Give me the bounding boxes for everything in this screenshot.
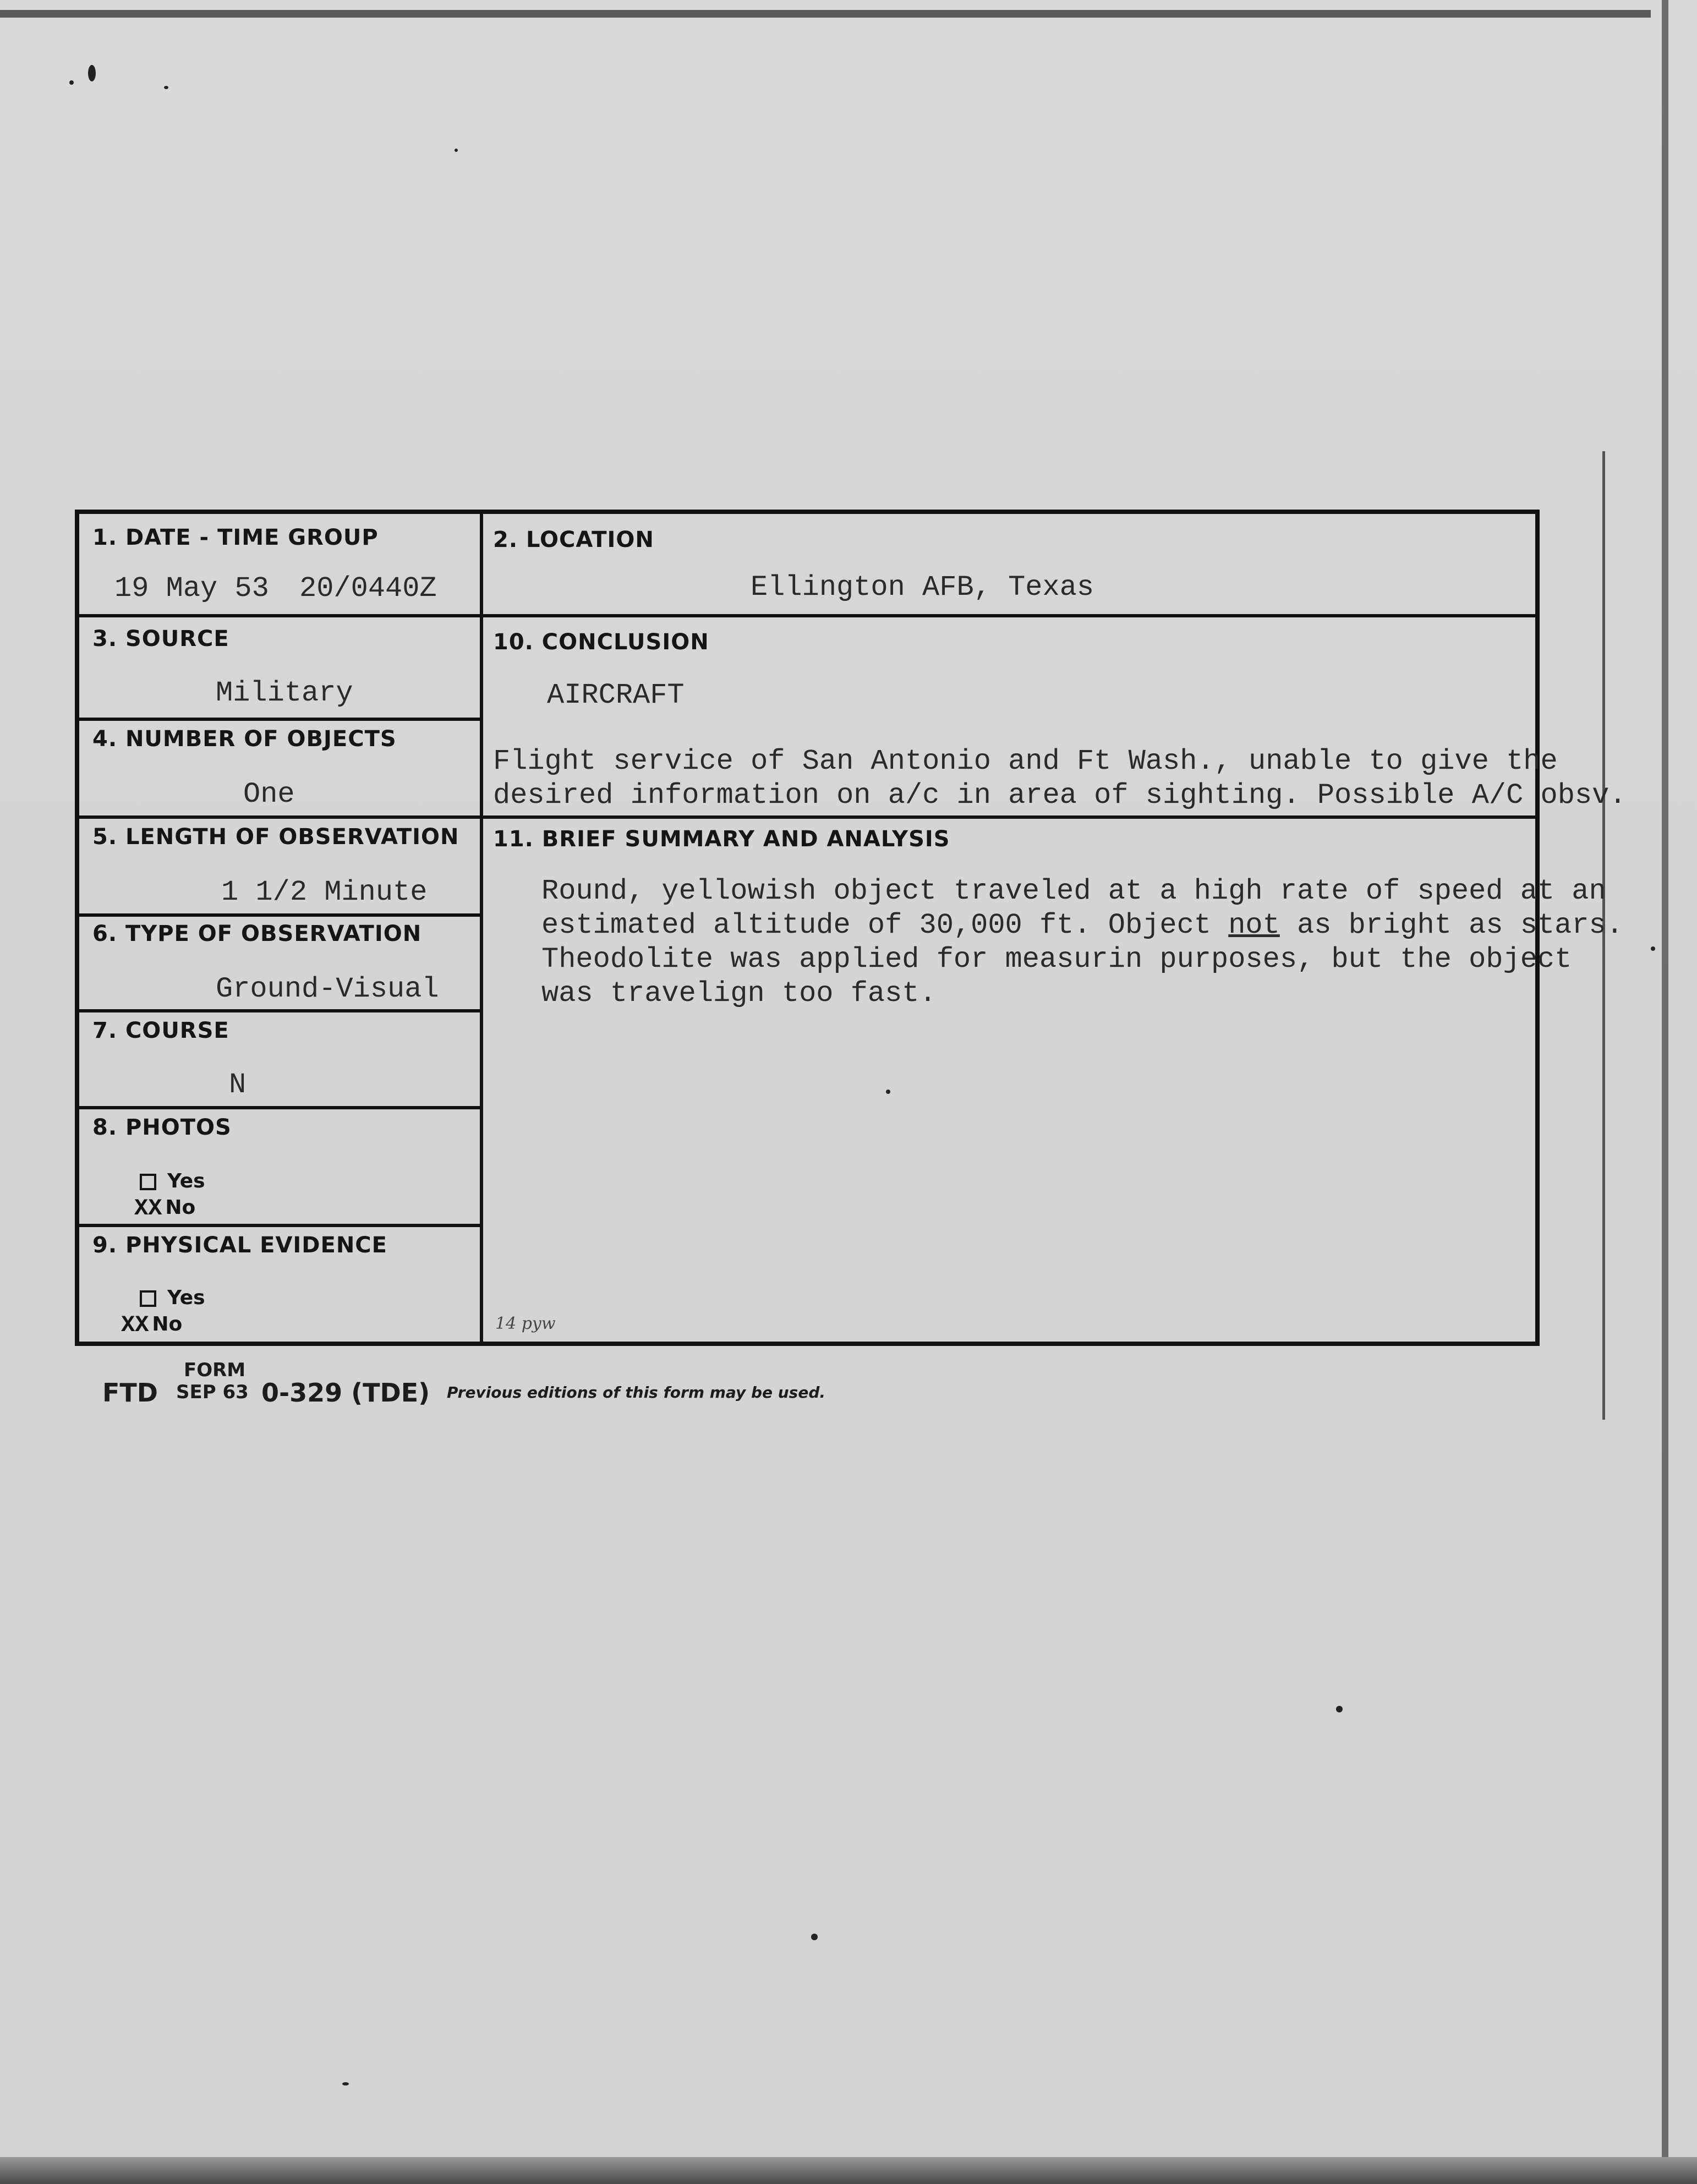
footer-date: SEP 63 — [176, 1381, 249, 1403]
photos-yes-checkbox — [140, 1174, 156, 1190]
scan-speck — [164, 86, 168, 89]
scan-speck — [342, 2082, 349, 2086]
row-divider — [79, 1106, 481, 1109]
footer-ftd: FTD — [102, 1378, 158, 1408]
conclusion-value: AIRCRAFT — [547, 679, 685, 711]
summary-line-2 — [541, 909, 1623, 942]
summary-line-2-end: as bright as stars. — [1297, 909, 1623, 942]
summary-emphasis: not — [1228, 909, 1280, 942]
physical-evidence-yes-option — [140, 1287, 205, 1309]
photos-no-option — [134, 1195, 195, 1222]
column-divider — [480, 514, 483, 1342]
scan-speck — [811, 1934, 818, 1940]
location-label: 2. LOCATION — [493, 527, 654, 552]
scan-edge-bottom — [0, 2157, 1697, 2184]
physical-evidence-yes-checkbox — [140, 1290, 156, 1307]
date-value: 19 May 53 — [114, 572, 269, 605]
row-divider — [480, 815, 1535, 819]
footer-form-number: 0-329 (TDE) — [261, 1378, 430, 1408]
photos-label: 8. PHOTOS — [92, 1115, 232, 1140]
handwritten-initials: 14 pyw — [495, 1314, 556, 1333]
conclusion-note-line-1: Flight service of San Antonio and Ft Wash., unable to give the — [493, 745, 1558, 778]
summary-line-4: was travelign too fast. — [541, 977, 937, 1010]
number-of-objects-value: One — [243, 778, 295, 811]
conclusion-note-line-2: desired information on a/c in area of sighting. Possible A/C obsv. — [493, 779, 1627, 812]
course-label: 7. COURSE — [92, 1018, 229, 1043]
date-time-group-label: 1. DATE - TIME GROUP — [92, 525, 379, 550]
physical-evidence-no-label: No — [152, 1313, 183, 1335]
source-value: Military — [216, 677, 353, 709]
photos-no-label: No — [165, 1196, 196, 1219]
scan-speck — [1336, 1706, 1343, 1712]
scan-speck — [69, 80, 74, 85]
physical-evidence-no-checkmark: XX — [121, 1312, 149, 1338]
number-of-objects-label: 4. NUMBER OF OBJECTS — [92, 726, 397, 752]
scan-speck — [1651, 946, 1655, 951]
summary-line-3: Theodolite was applied for measurin purposes, but the object — [541, 943, 1572, 976]
scan-edge-top — [0, 10, 1651, 18]
summary-label: 11. BRIEF SUMMARY AND ANALYSIS — [493, 826, 950, 852]
length-of-observation-label: 5. LENGTH OF OBSERVATION — [92, 824, 459, 850]
row-divider — [79, 815, 481, 819]
physical-evidence-label: 9. PHYSICAL EVIDENCE — [92, 1233, 387, 1258]
row-divider — [79, 614, 1535, 617]
photos-no-checkmark: XX — [134, 1195, 162, 1222]
row-divider — [79, 913, 481, 917]
source-label: 3. SOURCE — [92, 626, 229, 652]
row-divider — [79, 1224, 481, 1227]
row-divider — [79, 718, 481, 721]
location-value: Ellington AFB, Texas — [751, 571, 1094, 604]
physical-evidence-no-option — [121, 1312, 182, 1338]
physical-evidence-yes-label: Yes — [167, 1287, 205, 1309]
scan-edge-right — [1662, 0, 1668, 2184]
photos-yes-label: Yes — [167, 1170, 205, 1192]
time-value: 20/0440Z — [299, 572, 437, 605]
scan-speck — [455, 149, 458, 152]
photos-yes-option — [140, 1170, 205, 1192]
footer-note: Previous editions of this form may be used. — [447, 1383, 825, 1402]
type-of-observation-label: 6. TYPE OF OBSERVATION — [92, 921, 422, 946]
scan-speck — [88, 65, 96, 81]
course-value: N — [229, 1069, 247, 1101]
type-of-observation-value: Ground-Visual — [216, 973, 439, 1005]
length-of-observation-value: 1 1/2 Minute — [221, 876, 428, 908]
conclusion-label: 10. CONCLUSION — [493, 630, 709, 655]
footer-form-word: FORM — [184, 1359, 246, 1381]
summary-line-1: Round, yellowish object traveled at a high rate of speed at an — [541, 875, 1606, 907]
row-divider — [79, 1009, 481, 1012]
report-form — [75, 510, 1627, 1346]
summary-line-2-start: estimated altitude of 30,000 ft. Object — [541, 909, 1211, 942]
